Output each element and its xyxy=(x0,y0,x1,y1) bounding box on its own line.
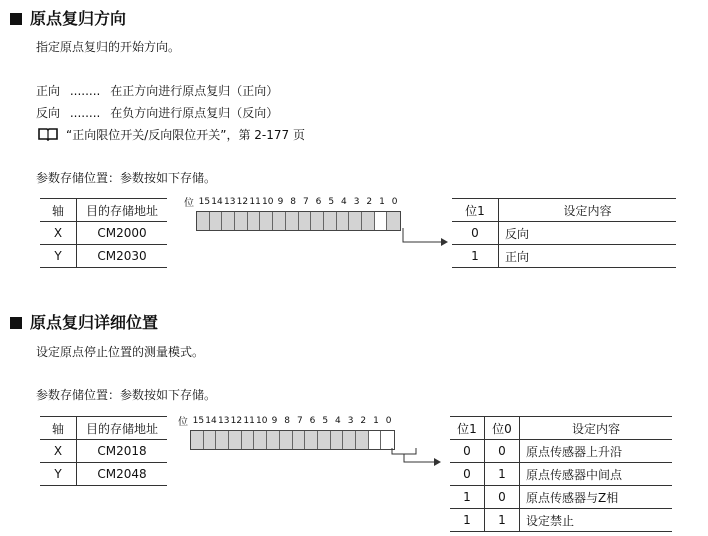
bit-number: 8 xyxy=(284,415,291,426)
bit-number: 5 xyxy=(322,415,329,426)
option-dots: ........ xyxy=(69,84,101,98)
section-title: 原点复归方向 xyxy=(30,9,127,28)
bit-numbers xyxy=(192,416,395,426)
square-bullet-icon xyxy=(10,13,22,25)
table-row xyxy=(40,440,167,463)
bit-number: 12 xyxy=(236,196,249,207)
column-header: 设定内容 xyxy=(520,417,673,440)
bit-cell xyxy=(191,431,204,449)
bit-number: 4 xyxy=(335,415,341,426)
option-line xyxy=(36,82,278,99)
column-header: 轴 xyxy=(40,417,77,440)
column-header: 位1 xyxy=(452,199,499,222)
bit-number: 10 xyxy=(256,415,268,426)
section-description: 指定原点复归的开始方向。 xyxy=(36,40,181,54)
table-header-row xyxy=(452,199,676,222)
bit-label: 位 xyxy=(178,417,188,428)
bit-cell xyxy=(286,212,299,230)
bit-number: 11 xyxy=(249,196,261,207)
option-label: 正向 xyxy=(36,84,61,98)
table-row xyxy=(40,245,167,268)
bit-cell xyxy=(197,212,210,230)
section-heading xyxy=(10,6,126,29)
option-dots: ........ xyxy=(69,106,101,120)
bit-number: 12 xyxy=(230,415,243,426)
bit-cell-highlighted xyxy=(381,431,394,449)
storage-note: 参数存储位置：参数按如下存储。 xyxy=(36,171,217,185)
bit-cell xyxy=(248,212,261,230)
bit-cell xyxy=(210,212,223,230)
table-row xyxy=(40,463,167,486)
bit-number: 15 xyxy=(192,415,205,426)
pointer-arrow-icon xyxy=(395,228,450,252)
bit-number: 1 xyxy=(379,196,385,207)
section-description: 设定原点停止位置的测量模式。 xyxy=(36,345,205,359)
table-header-row xyxy=(40,199,167,222)
address-table xyxy=(40,416,167,486)
bit-cells xyxy=(190,430,395,450)
value-table xyxy=(452,198,676,268)
bit-number: 4 xyxy=(341,196,347,207)
bit-number: 9 xyxy=(277,196,284,207)
bit-value-cell: 1 xyxy=(452,245,499,268)
section-heading xyxy=(10,310,158,333)
bit-value-cell: 0 xyxy=(485,440,520,463)
table-row xyxy=(452,245,676,268)
setting-cell: 设定禁止 xyxy=(520,509,673,532)
book-icon xyxy=(38,127,58,141)
bit-cell xyxy=(242,431,255,449)
bit-cell xyxy=(229,431,242,449)
bit-cell xyxy=(299,212,312,230)
bit-number: 0 xyxy=(391,196,398,207)
table-header-row xyxy=(450,417,672,440)
table-row xyxy=(40,222,167,245)
option-line xyxy=(36,104,278,121)
bit-diagram xyxy=(178,413,395,450)
axis-cell: Y xyxy=(40,245,77,268)
setting-cell: 原点传感器上升沿 xyxy=(520,440,673,463)
address-cell: CM2048 xyxy=(77,463,168,486)
bit-number: 3 xyxy=(353,196,360,207)
bit-number: 7 xyxy=(296,415,303,426)
bit-number: 0 xyxy=(385,415,392,426)
bit-cell xyxy=(254,431,267,449)
bit-diagram xyxy=(184,194,401,231)
bit-cell xyxy=(362,212,375,230)
table-row xyxy=(450,509,672,532)
setting-cell: 原点传感器与Z相 xyxy=(520,486,673,509)
address-cell: CM2018 xyxy=(77,440,168,463)
bit-cell xyxy=(222,212,235,230)
bit-number: 3 xyxy=(347,415,354,426)
axis-cell: X xyxy=(40,222,77,245)
address-cell: CM2030 xyxy=(77,245,168,268)
square-bullet-icon xyxy=(10,317,22,329)
column-header: 轴 xyxy=(40,199,77,222)
setting-cell: 反向 xyxy=(499,222,677,245)
bit-number: 8 xyxy=(290,196,297,207)
bit-number: 6 xyxy=(315,196,322,207)
bit-number: 13 xyxy=(217,415,230,426)
bit-number: 14 xyxy=(211,196,223,207)
setting-cell: 原点传感器中间点 xyxy=(520,463,673,486)
bit-cell xyxy=(337,212,350,230)
bit-cell xyxy=(216,431,229,449)
bit-number: 5 xyxy=(328,196,335,207)
reference-text: “正向限位开关/反向限位开关”，第 2-177 页 xyxy=(66,128,305,142)
table-row xyxy=(450,440,672,463)
bit-cell xyxy=(260,212,273,230)
bit-number: 10 xyxy=(262,196,274,207)
bit-number: 2 xyxy=(360,415,367,426)
bit-number: 1 xyxy=(373,415,379,426)
axis-cell: Y xyxy=(40,463,77,486)
address-cell: CM2000 xyxy=(77,222,168,245)
bit-cell xyxy=(273,212,286,230)
bit-cell xyxy=(356,431,369,449)
bit-number: 7 xyxy=(302,196,309,207)
bit-value-cell: 1 xyxy=(485,509,520,532)
column-header: 设定内容 xyxy=(499,199,677,222)
bit-cell xyxy=(318,431,331,449)
column-header: 位1 xyxy=(450,417,485,440)
bit-value-cell: 1 xyxy=(450,486,485,509)
bit-number: 15 xyxy=(198,196,211,207)
bit-cell xyxy=(324,212,337,230)
bit-number: 9 xyxy=(271,415,278,426)
bit-number: 2 xyxy=(366,196,373,207)
option-label: 反向 xyxy=(36,106,61,120)
table-header-row xyxy=(40,417,167,440)
bit-cell xyxy=(280,431,293,449)
bit-value-cell: 1 xyxy=(485,463,520,486)
bit-numbers xyxy=(198,197,401,207)
bit-cell xyxy=(204,431,217,449)
bit-value-cell: 1 xyxy=(450,509,485,532)
reference-link[interactable] xyxy=(38,126,305,143)
option-text: 在负方向进行原点复归（反向） xyxy=(110,106,279,120)
bit-value-cell: 0 xyxy=(450,440,485,463)
value-table xyxy=(450,416,672,532)
bit-cells xyxy=(196,211,401,231)
bit-number: 13 xyxy=(223,196,236,207)
table-row xyxy=(452,222,676,245)
section-title: 原点复归详细位置 xyxy=(30,313,159,332)
bit-label: 位 xyxy=(184,198,194,209)
bit-number: 11 xyxy=(243,415,255,426)
bit-cell-highlighted xyxy=(375,212,388,230)
bit-value-cell: 0 xyxy=(450,463,485,486)
column-header: 位0 xyxy=(485,417,520,440)
bit-cell xyxy=(235,212,248,230)
column-header: 目的存储地址 xyxy=(77,199,168,222)
address-table xyxy=(40,198,167,268)
pointer-arrow-icon xyxy=(384,448,444,472)
bit-cell-highlighted xyxy=(369,431,382,449)
bit-cell xyxy=(311,212,324,230)
column-header: 目的存储地址 xyxy=(77,417,168,440)
setting-cell: 正向 xyxy=(499,245,677,268)
bit-value-cell: 0 xyxy=(452,222,499,245)
bit-cell xyxy=(331,431,344,449)
axis-cell: X xyxy=(40,440,77,463)
storage-note: 参数存储位置：参数按如下存储。 xyxy=(36,388,217,402)
table-row xyxy=(450,486,672,509)
bit-cell xyxy=(293,431,306,449)
option-text: 在正方向进行原点复归（正向） xyxy=(110,84,279,98)
bit-cell xyxy=(349,212,362,230)
bit-cell xyxy=(267,431,280,449)
bit-value-cell: 0 xyxy=(485,486,520,509)
bit-number: 6 xyxy=(309,415,316,426)
bit-cell xyxy=(305,431,318,449)
bit-cell xyxy=(343,431,356,449)
table-row xyxy=(450,463,672,486)
bit-number: 14 xyxy=(205,415,217,426)
